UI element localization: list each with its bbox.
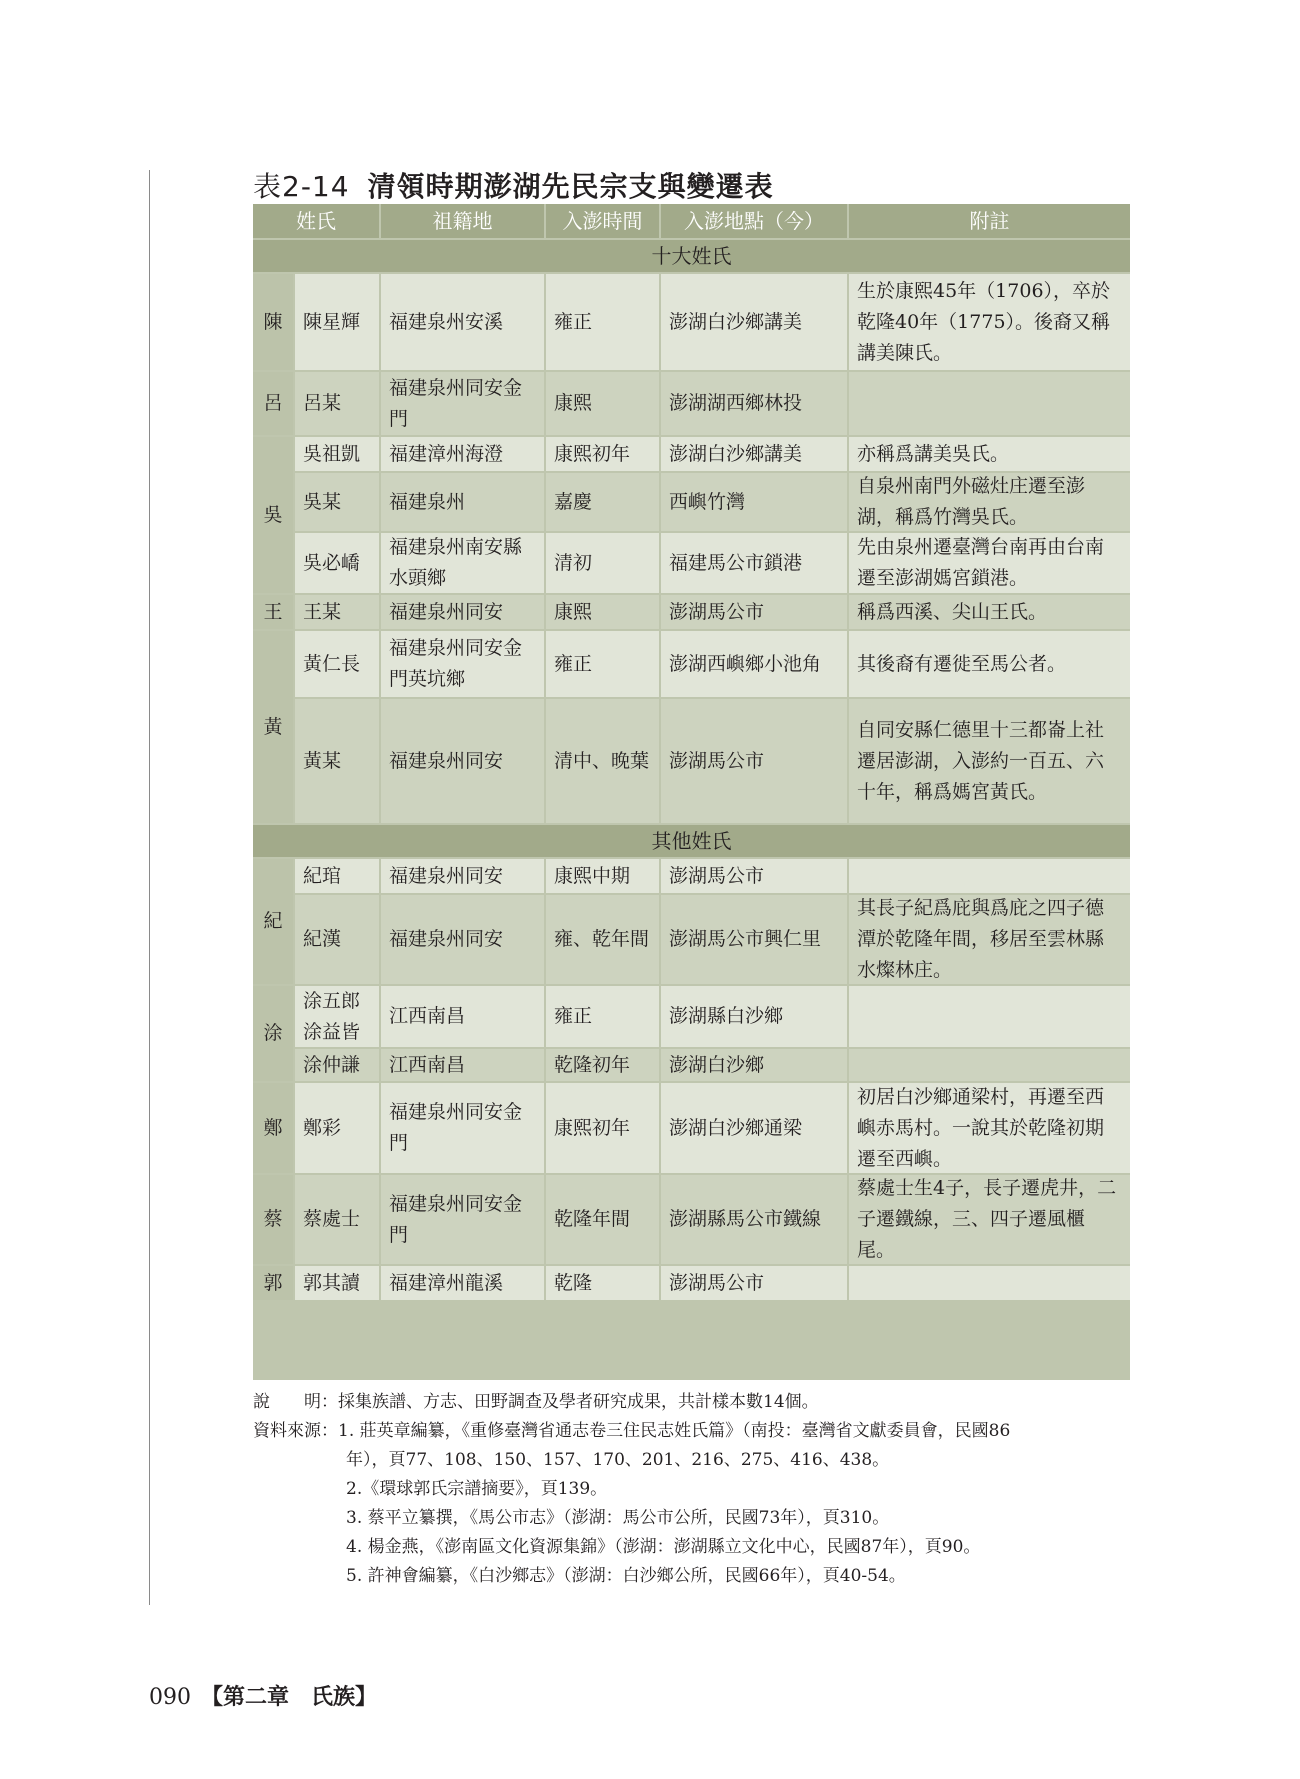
source-item: 年），頁77、108、150、157、170、201、216、275、416、438。 [346,1450,890,1470]
table-number: 表2-14 [253,170,350,203]
ancestor-name-cell: 鄭彩 [295,1083,379,1173]
surname-cell: 郭 [253,1266,293,1300]
source-label: 資料來源： [253,1421,338,1441]
explanation-note [253,1388,1010,1417]
ancestor-name-cell: 紀漢 [295,895,379,984]
arrival-place-cell: 澎湖白沙鄉通梁 [661,1083,847,1173]
arrival-place-cell: 澎湖馬公市 [661,1266,847,1300]
arrival-time-cell: 乾隆年間 [546,1175,659,1264]
origin-cell: 福建泉州同安金門 [381,372,544,435]
arrival-time-cell: 雍正 [546,274,659,370]
origin-cell: 福建泉州南安縣水頭鄉 [381,533,544,593]
origin-cell: 福建泉州 [381,473,544,531]
surname-cell: 王 [253,595,293,629]
column-header: 入澎時間 [546,204,659,238]
ancestor-name-cell: 涂五郎 涂益皆 [295,986,379,1047]
origin-cell: 福建漳州龍溪 [381,1266,544,1300]
surname-cell: 蔡 [253,1175,293,1264]
origin-cell: 福建泉州同安 [381,699,544,823]
page-number: 090 [149,1685,191,1710]
arrival-time-cell: 康熙初年 [546,437,659,471]
origin-cell: 福建泉州同安 [381,859,544,893]
arrival-place-cell: 澎湖馬公市 [661,859,847,893]
note-cell: 初居白沙鄉通梁村，再遷至西嶼赤馬村。一說其於乾隆初期遷至西嶼。 [849,1083,1130,1173]
arrival-time-cell: 康熙 [546,595,659,629]
ancestor-name-cell: 郭其讀 [295,1266,379,1300]
source-item: 4. 楊金燕，《澎南區文化資源集錦》（澎湖：澎湖縣立文化中心，民國87年），頁90。 [346,1537,981,1557]
note-cell [849,372,1130,435]
source-item: 5. 許神會編纂，《白沙鄉志》（澎湖：白沙鄉公所，民國66年），頁40-54。 [346,1566,906,1586]
note-cell: 自泉州南門外磁灶庄遷至澎湖，稱爲竹灣吳氏。 [849,473,1130,531]
explanation-text: 採集族譜、方志、田野調查及學者研究成果，共計樣本數14個。 [338,1392,819,1412]
ancestor-name-cell: 蔡處士 [295,1175,379,1264]
table-title [253,165,774,205]
arrival-time-cell: 雍、乾年間 [546,895,659,984]
page-footer [149,1680,377,1711]
ancestor-name-cell: 紀琯 [295,859,379,893]
arrival-time-cell: 嘉慶 [546,473,659,531]
ancestor-name-cell: 黃某 [295,699,379,823]
origin-cell: 江西南昌 [381,1049,544,1081]
origin-cell: 福建泉州同安 [381,895,544,984]
note-cell: 蔡處士生4子，長子遷虎井，二子遷鐵線，三、四子遷風櫃尾。 [849,1175,1130,1264]
ancestor-name-cell: 王某 [295,595,379,629]
note-cell: 亦稱爲講美吳氏。 [849,437,1130,471]
note-cell: 生於康熙45年（1706），卒於乾隆40年（1775）。後裔又稱講美陳氏。 [849,274,1130,370]
ancestor-name-cell: 吳祖凱 [295,437,379,471]
origin-cell: 福建泉州同安 [381,595,544,629]
origin-cell: 福建泉州同安金門 [381,1175,544,1264]
origin-cell: 福建泉州同安金門 [381,1083,544,1173]
origin-cell: 江西南昌 [381,986,544,1047]
explanation-label: 說 明： [253,1392,338,1412]
arrival-time-cell: 乾隆初年 [546,1049,659,1081]
chapter-label: 【第二章 氏族】 [201,1684,378,1710]
arrival-time-cell: 乾隆 [546,1266,659,1300]
origin-cell: 福建漳州海澄 [381,437,544,471]
arrival-place-cell: 澎湖白沙鄉講美 [661,274,847,370]
arrival-time-cell: 雍正 [546,986,659,1047]
arrival-place-cell: 澎湖縣白沙鄉 [661,986,847,1047]
ancestor-name-cell: 黃仁長 [295,631,379,697]
source-item: 3. 蔡平立纂撰，《馬公市志》（澎湖：馬公市公所，民國73年），頁310。 [346,1508,890,1528]
source-note [253,1417,1010,1446]
surname-cell: 涂 [253,986,293,1081]
source-item: 1. 莊英章編纂，《重修臺灣省通志卷三住民志姓氏篇》（南投：臺灣省文獻委員會，民國86 [338,1421,1011,1441]
arrival-time-cell: 清中、晚葉 [546,699,659,823]
arrival-place-cell: 西嶼竹灣 [661,473,847,531]
note-cell: 其後裔有遷徙至馬公者。 [849,631,1130,697]
ancestor-name-cell: 吳必嶠 [295,533,379,593]
section-band: 其他姓氏 [253,825,1130,857]
arrival-time-cell: 康熙中期 [546,859,659,893]
origin-cell: 福建泉州安溪 [381,274,544,370]
arrival-place-cell: 福建馬公市鎖港 [661,533,847,593]
surname-cell: 紀 [253,859,293,984]
ancestor-name-cell: 吳某 [295,473,379,531]
arrival-time-cell: 清初 [546,533,659,593]
arrival-time-cell: 康熙 [546,372,659,435]
table-notes [253,1388,1010,1591]
surname-cell: 吳 [253,437,293,593]
column-header: 入澎地點（今） [661,204,847,238]
margin-rule [149,170,150,1605]
note-cell: 稱爲西溪、尖山王氏。 [849,595,1130,629]
ancestor-name-cell: 涂仲謙 [295,1049,379,1081]
ancestor-name-cell: 呂某 [295,372,379,435]
note-cell [849,986,1130,1047]
surname-cell: 黃 [253,631,293,823]
arrival-place-cell: 澎湖縣馬公市鐵線 [661,1175,847,1264]
arrival-time-cell: 康熙初年 [546,1083,659,1173]
column-header: 姓氏 [253,204,379,238]
note-cell: 先由泉州遷臺灣台南再由台南遷至澎湖媽宮鎖港。 [849,533,1130,593]
lineage-table [253,204,1130,1380]
surname-cell: 陳 [253,274,293,370]
source-item: 2.《環球郭氏宗譜摘要》，頁139。 [346,1479,608,1499]
note-cell [849,1049,1130,1081]
arrival-place-cell: 澎湖西嶼鄉小池角 [661,631,847,697]
column-header: 附註 [849,204,1130,238]
arrival-place-cell: 澎湖馬公市興仁里 [661,895,847,984]
arrival-place-cell: 澎湖湖西鄉林投 [661,372,847,435]
column-header: 祖籍地 [381,204,544,238]
surname-cell: 呂 [253,372,293,435]
note-cell [849,859,1130,893]
surname-cell: 鄭 [253,1083,293,1173]
arrival-place-cell: 澎湖馬公市 [661,595,847,629]
note-cell [849,1266,1130,1300]
ancestor-name-cell: 陳星輝 [295,274,379,370]
note-cell: 其長子紀爲庇與爲庇之四子德潭於乾隆年間，移居至雲林縣水燦林庄。 [849,895,1130,984]
arrival-place-cell: 澎湖馬公市 [661,699,847,823]
arrival-place-cell: 澎湖白沙鄉 [661,1049,847,1081]
arrival-place-cell: 澎湖白沙鄉講美 [661,437,847,471]
origin-cell: 福建泉州同安金門英坑鄉 [381,631,544,697]
note-cell: 自同安縣仁德里十三都崙上社遷居澎湖，入澎約一百五、六十年，稱爲媽宮黃氏。 [849,699,1130,823]
table-title-text: 清領時期澎湖先民宗支與變遷表 [367,170,774,203]
section-band: 十大姓氏 [253,240,1130,272]
arrival-time-cell: 雍正 [546,631,659,697]
